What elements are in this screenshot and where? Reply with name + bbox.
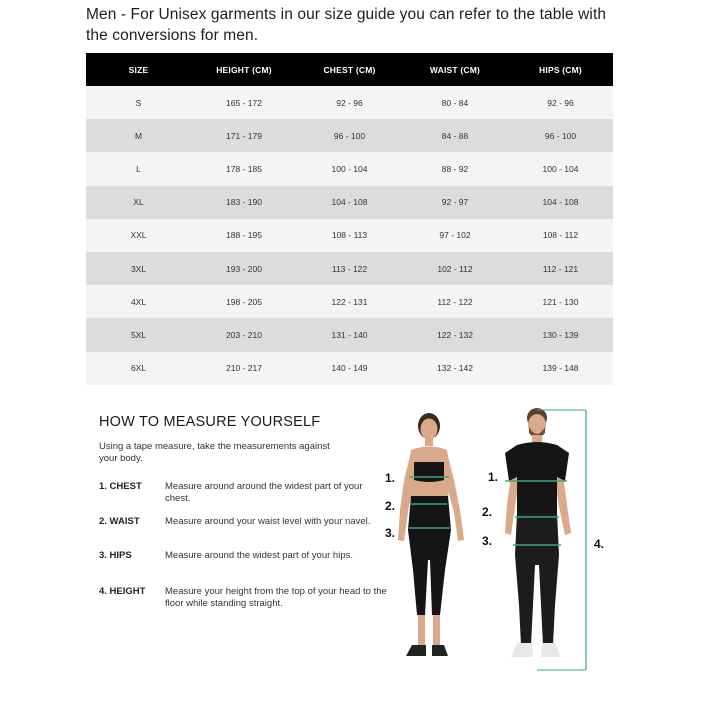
table-row — [86, 285, 613, 318]
cell-height: 165 - 172 — [191, 86, 297, 119]
table-row — [86, 86, 613, 119]
cell-chest: 96 - 100 — [297, 119, 402, 152]
cell-hips: 100 - 104 — [508, 152, 613, 185]
cell-height: 178 - 185 — [191, 152, 297, 185]
cell-size: 6XL — [86, 352, 191, 385]
cell-size: L — [86, 152, 191, 185]
cell-hips: 96 - 100 — [508, 119, 613, 152]
measure-title: HOW TO MEASURE YOURSELF — [99, 414, 321, 430]
step-chest-desc: Measure around around the widest part of your chest. — [165, 481, 363, 504]
cell-waist: 84 - 88 — [402, 119, 508, 152]
cell-chest: 100 - 104 — [297, 152, 402, 185]
cell-chest: 108 - 113 — [297, 219, 402, 252]
table-row — [86, 318, 613, 351]
cell-size: 4XL — [86, 285, 191, 318]
step-hips-desc: Measure around the widest part of your hips. — [165, 550, 353, 561]
step-hips-label: 3. HIPS — [99, 550, 132, 561]
cell-waist: 88 - 92 — [402, 152, 508, 185]
cell-chest: 104 - 108 — [297, 186, 402, 219]
table-row — [86, 186, 613, 219]
cell-height: 188 - 195 — [191, 219, 297, 252]
table-row — [86, 119, 613, 152]
header-hips: HIPS (CM) — [508, 53, 613, 86]
cell-chest: 113 - 122 — [297, 252, 402, 285]
cell-height: 193 - 200 — [191, 252, 297, 285]
woman-figure — [378, 410, 478, 675]
woman-marker-hips: 3. — [385, 526, 396, 540]
cell-size: 5XL — [86, 318, 191, 351]
intro-text: Men - For Unisex garments in our size guide you can refer to the table with the conversions for men. — [86, 6, 607, 44]
measure-intro: Using a tape measure, take the measurements against your body. — [99, 441, 330, 464]
cell-size: M — [86, 119, 191, 152]
cell-hips: 104 - 108 — [508, 186, 613, 219]
cell-chest: 140 - 149 — [297, 352, 402, 385]
cell-size: XL — [86, 186, 191, 219]
step-waist-desc: Measure around your waist level with your navel. — [165, 516, 371, 527]
cell-waist: 122 - 132 — [402, 318, 508, 351]
cell-height: 210 - 217 — [191, 352, 297, 385]
man-marker-chest: 1. — [488, 470, 499, 484]
step-chest-label: 1. CHEST — [99, 481, 142, 492]
step-waist-label: 2. WAIST — [99, 516, 140, 527]
cell-size: S — [86, 86, 191, 119]
table-row — [86, 352, 613, 385]
cell-hips: 108 - 112 — [508, 219, 613, 252]
table-row — [86, 219, 613, 252]
header-chest: CHEST (CM) — [297, 53, 402, 86]
cell-hips: 92 - 96 — [508, 86, 613, 119]
cell-height: 198 - 205 — [191, 285, 297, 318]
cell-waist: 132 - 142 — [402, 352, 508, 385]
header-waist: WAIST (CM) — [402, 53, 508, 86]
table-row — [86, 152, 613, 185]
cell-height: 183 - 190 — [191, 186, 297, 219]
header-size: SIZE — [86, 53, 191, 86]
cell-hips: 139 - 148 — [508, 352, 613, 385]
step-height-desc: Measure your height from the top of your head to the floor while standing straight. — [165, 586, 387, 609]
cell-waist: 97 - 102 — [402, 219, 508, 252]
woman-marker-waist: 2. — [385, 499, 396, 513]
cell-waist: 112 - 122 — [402, 285, 508, 318]
man-marker-hips: 3. — [482, 534, 493, 548]
man-marker-height: 4. — [594, 537, 605, 551]
cell-hips: 121 - 130 — [508, 285, 613, 318]
cell-chest: 131 - 140 — [297, 318, 402, 351]
man-figure — [497, 405, 587, 677]
cell-size: XXL — [86, 219, 191, 252]
step-height-label: 4. HEIGHT — [99, 586, 146, 597]
man-marker-waist: 2. — [482, 505, 493, 519]
cell-height: 203 - 210 — [191, 318, 297, 351]
table-row — [86, 252, 613, 285]
cell-hips: 112 - 121 — [508, 252, 613, 285]
cell-waist: 80 - 84 — [402, 86, 508, 119]
size-table — [86, 53, 613, 385]
cell-size: 3XL — [86, 252, 191, 285]
cell-chest: 92 - 96 — [297, 86, 402, 119]
cell-chest: 122 - 131 — [297, 285, 402, 318]
cell-height: 171 - 179 — [191, 119, 297, 152]
table-header-row — [86, 53, 613, 86]
woman-marker-chest: 1. — [385, 471, 396, 485]
cell-waist: 92 - 97 — [402, 186, 508, 219]
cell-waist: 102 - 112 — [402, 252, 508, 285]
header-height: HEIGHT (CM) — [191, 53, 297, 86]
cell-hips: 130 - 139 — [508, 318, 613, 351]
